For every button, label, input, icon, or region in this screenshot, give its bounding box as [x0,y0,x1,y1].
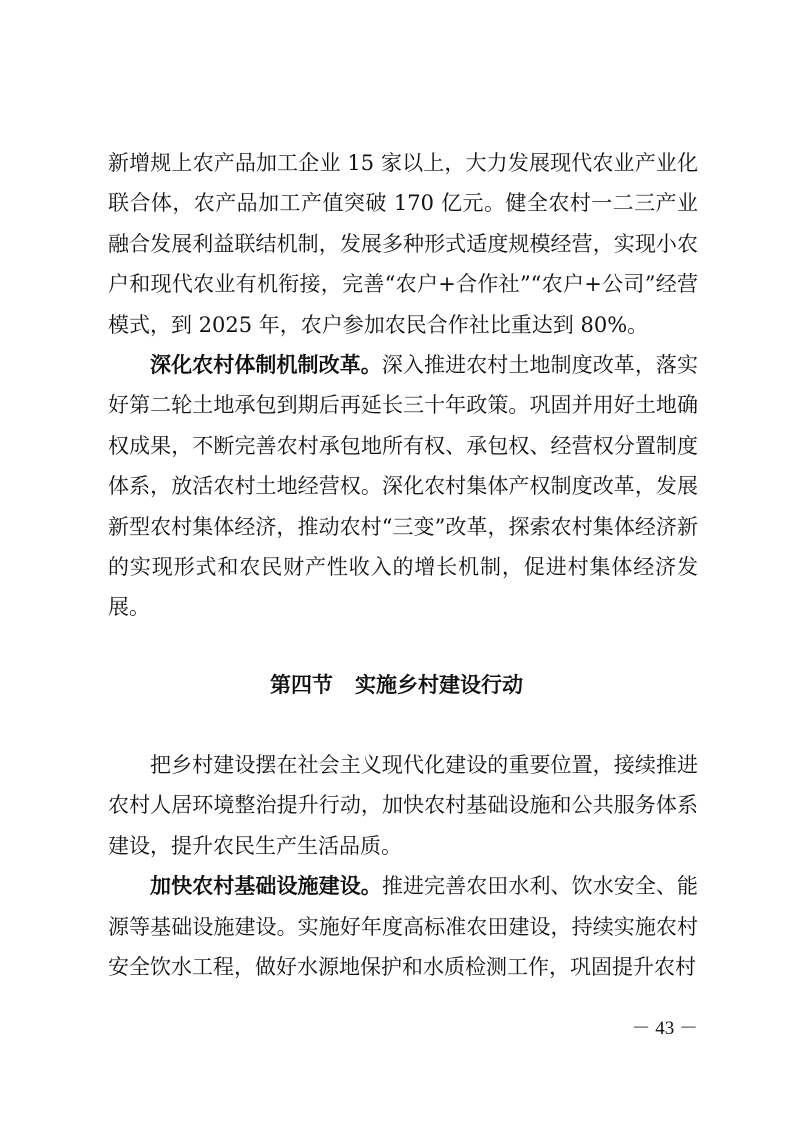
page-number: － 43 － [631,1018,698,1039]
paragraph-rural-reform [108,345,698,628]
paragraph-rural-construction [108,745,698,866]
paragraph-text: 推进完善农田水利、饮水安全、能源等基础设施建设。实施好年度高标准农田建设，持续实施农村安全饮水工程，做好水源地保护和水质检测工作，巩固提升农村 [108,874,699,980]
paragraph-text: 把乡村建设摆在社会主义现代化建设的重要位置，接续推进农村人居环境整治提升行动，加快农村基础设施和公共服务体系建设，提升农民生产生活品质。 [108,753,698,858]
paragraph-text: 新增规上农产品加工企业 15 家以上，大力发展现代农业产业化联合体，农产品加工产值突破 170 亿元。健全农村一二三产业融合发展利益联结机制，发展多种形式适度规模经营，实现小农户和现代农业有机衔接，完善“农户+合作社”“农户+公司”经营模式，到 2025 年，农户参加农民合作社比重达到 80%。 [108,151,698,337]
paragraph-infrastructure [108,866,698,987]
section-title: 实施乡村建设行动 [355,673,523,697]
section-number: 第四节 [270,673,333,697]
body-text-top [108,143,698,628]
paragraph-lead-heading: 加快农村基础设施建设。 [150,874,382,899]
body-text-bottom [108,745,698,987]
paragraph-lead-heading: 深化农村体制机制改革。 [150,353,382,378]
section-heading [0,665,793,705]
paragraph-continuation [108,143,698,345]
paragraph-text: 深入推进农村土地制度改革，落实好第二轮土地承包到期后再延长三十年政策。巩固并用好土地确权成果，不断完善农村承包地所有权、承包权、经营权分置制度体系，放活农村土地经营权。深化农村集体产权制度改革，发展新型农村集体经济，推动农村“三变”改革，探索农村集体经济新的实现形式和农民财产性收入的增长机制，促进村集体经济发展。 [108,353,699,620]
